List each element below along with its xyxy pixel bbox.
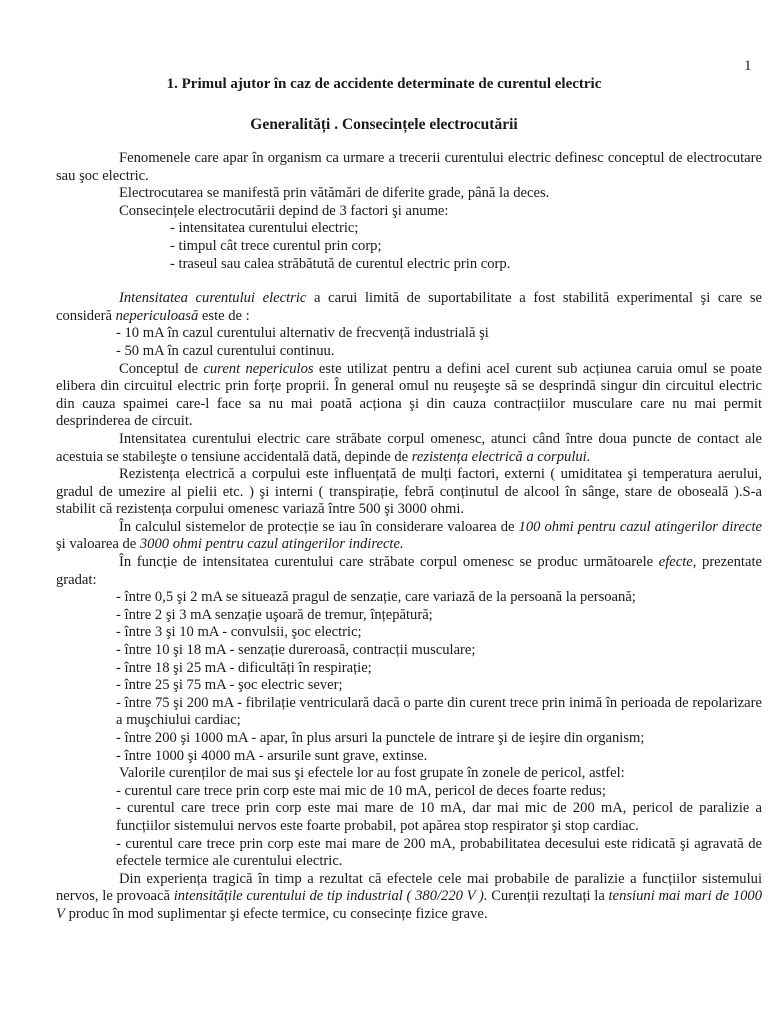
emphasis-text: 3000 ohmi pentru cazul atingerilor indirecte. [139, 536, 404, 553]
paragraph-body-resistance [56, 431, 762, 466]
paragraph-intensity [56, 290, 762, 325]
list-item-effect: - între 200 şi 1000 mA - apar, în plus arsuri la punctele de intrare şi de ieşire din organism; [116, 730, 645, 746]
paragraph-text: produc în mod suplimentar şi efecte termice, cu consecințe fizice grave. [64, 905, 488, 922]
list-item-limit: - 50 mA în cazul curentului continuu. [116, 342, 335, 359]
paragraph-effects-intro [56, 554, 762, 589]
paragraph-factors-intro: Consecințele electrocutării depind de 3 factori şi anume: [119, 202, 449, 219]
list-item-zone: - curentul care trece prin corp este mai mare de 10 mA, dar mai mic de 200 mA, pericol de paralizie a funcțiilor sistemului nervos este foarte probabil, pot apărea stop respirator şi stop cardiac. [116, 800, 762, 834]
paragraph-text: prezentate gradat: [56, 554, 762, 588]
list-item-effect: - între 1000 şi 4000 mA - arsurile sunt grave, extinse. [116, 747, 428, 764]
document-body [56, 150, 762, 924]
paragraph-text: este de : [198, 307, 250, 324]
emphasis-text: rezistența electrică a corpului. [411, 448, 591, 465]
paragraph-protection-calc [56, 519, 762, 554]
paragraph-resistance-factors: Rezistența electrică a corpului este influențată de mulți factori, externi ( umiditatea şi temperatura aerului, gradul de umezire al pielii etc. ) şi interni ( transpirație, febră conținutul de alcool în sânge, stare de oboseală ).S-a stabilit că rezistența corpului omenesc variază între 500 şi 3000 ohmi. [56, 466, 762, 518]
list-item-factor: - traseul sau calea străbătută de curentul electric prin corp. [170, 255, 511, 272]
emphasis-text: curent nepericulos [203, 360, 314, 377]
emphasis-text: 100 ohmi pentru cazul atingerilor directe [518, 518, 762, 535]
paragraph-manifestation: Electrocutarea se manifestă prin vătămări de diferite grade, până la deces. [119, 185, 550, 202]
paragraph-text: Intensitatea curentului electric care străbate corpul omenesc, atunci când între doua puncte de contact ale acestuia se stabileşte o tensiune accidentală dată, depinde de [56, 430, 762, 465]
list-item-effect: - între 2 şi 3 mA senzație uşoară de tremur, înțepătură; [116, 606, 433, 623]
list-item-effect: - între 0,5 şi 2 mA se situează pragul de senzație, care variază de la persoană la persoană; [116, 589, 636, 606]
paragraph-text: a carui limită de suportabilitate a fost stabilită experimental şi care se consideră [56, 290, 762, 324]
list-item-limit: - 10 mA în cazul curentului alternativ de frecvență industrială şi [116, 325, 489, 342]
paragraph-danger-zones-intro: Valorile curenților de mai sus şi efectele lor au fost grupate în zonele de pericol, astfel: [119, 765, 625, 782]
emphasis-text: nepericuloasă [115, 307, 199, 324]
list-item-effect: - între 25 şi 75 mA - şoc electric sever; [116, 677, 343, 694]
section-subtitle: Generalități . Consecințele electrocutării [250, 116, 518, 133]
list-item-zone: - curentul care trece prin corp este mai mare de 200 mA, probabilitatea decesului este ridicată şi agravată de efectele termice ale curentului electric. [116, 835, 762, 870]
paragraph-text: Curenții rezultați la [487, 888, 609, 905]
list-item-factor: - intensitatea curentului electric; [170, 220, 359, 237]
paragraph-text: Din experiența tragică în timp a rezultat că efectele cele mai probabile de paralizie a funcțiilor sistemului nervos, le provoacă [56, 870, 762, 905]
list-item-effect: - între 3 şi 10 mA - convulsii, şoc electric; [116, 624, 362, 641]
emphasis-text: intensitățile curentului de tip industrial ( 380/220 V ). [173, 888, 488, 905]
emphasis-text: efecte, [658, 554, 697, 571]
list-item-effect: - între 18 şi 25 mA - dificultăți în respirație; [116, 659, 372, 676]
paragraph-text: este utilizat pentru a defini acel curent sub acțiunea caruia omul se poate elibera din circuitul electric prin forțe proprii. În general omul nu reuşeşte să se desprindă singur din circuitul electric din cauza spaimei care-l face sa nu mai poată acționa şi din cauza contracțiilor musculare care nu mai permit desprinderea de circuit. [56, 360, 762, 430]
list-item-effect: - între 75 şi 200 mA - fibrilație ventriculară dacă o parte din curent trece prin inimă în perioada de repolarizare a muşchiului cardiac; [116, 694, 762, 729]
paragraph-text: În funcție de intensitatea curentului care străbate corpul omenesc se produc următoarele [119, 554, 659, 571]
paragraph-text: Conceptul de [119, 360, 204, 377]
paragraph-industrial-current [56, 871, 762, 924]
list-item-zone: - curentul care trece prin corp este mai mic de 10 mA, pericol de deces foarte redus; [116, 782, 606, 799]
list-item-effect: - între 10 şi 18 mA - senzație dureroasă, contracții musculare; [116, 642, 476, 659]
paragraph-text: şi valoarea de [56, 536, 140, 553]
paragraph-text: În calculul sistemelor de protecție se iau în considerare valoarea de [119, 518, 519, 535]
page-number: 1 [744, 58, 752, 74]
paragraph-definition: Fenomenele care apar în organism ca urmare a trecerii curentului electric definesc conceptul de electrocutare sau şoc electric. [56, 150, 762, 184]
document-title: 1. Primul ajutor în caz de accidente determinate de curentul electric [166, 76, 602, 92]
emphasis-text: Intensitatea curentului electric [119, 290, 307, 307]
emphasis-text: tensiuni mai mari de 1000 V [56, 888, 763, 922]
paragraph-safe-current [56, 361, 762, 431]
list-item-factor: - timpul cât trece curentul prin corp; [170, 237, 382, 254]
